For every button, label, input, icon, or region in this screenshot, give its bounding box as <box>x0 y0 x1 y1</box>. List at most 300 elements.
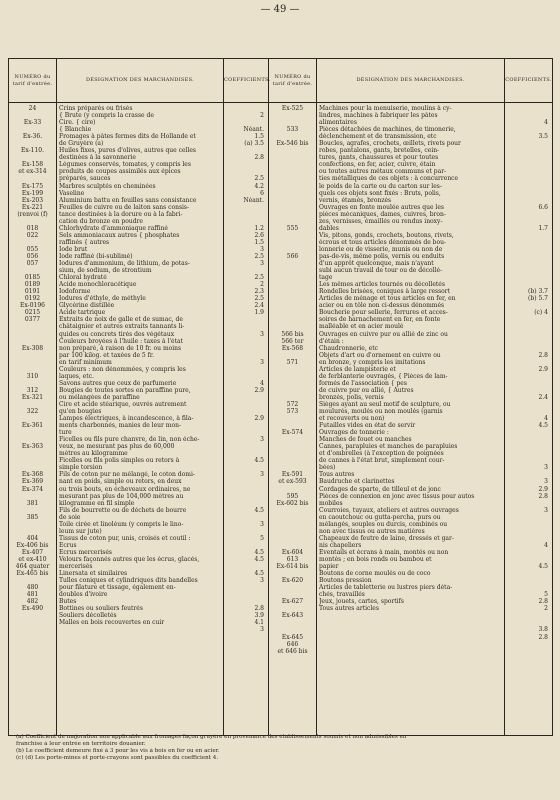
right-coefficient-line <box>507 323 548 330</box>
left-coefficient-line <box>226 267 264 274</box>
right-designation-line: lindres, machines à fabriquer les pâtes <box>319 112 438 120</box>
right-code-line <box>271 309 314 316</box>
left-designation-line: Glycérine distillée <box>59 302 115 310</box>
left-coefficient-line: 2.4 <box>254 302 264 310</box>
table-header-row <box>9 59 553 103</box>
left-designation-line: Iodures d'ammonium, de lithium, de potas- <box>59 260 190 268</box>
left-code-line: 0189 <box>24 281 41 289</box>
right-coefficient-line <box>507 471 548 478</box>
left-designation-line: Crins préparés ou frisés <box>59 105 133 112</box>
left-designation-line: Couleurs : non dénommées, y compris les <box>59 365 186 373</box>
right-designation-line: zes, vernisses, émaillés ou rendus inoxy- <box>319 217 443 225</box>
header-designation-left: DÉSIGNATION DES MARCHANDISES. <box>57 59 224 103</box>
left-code-line: Ex-465 bis <box>16 570 49 578</box>
right-coefficient-line <box>507 175 548 182</box>
left-coefficient-line <box>226 119 264 126</box>
left-code-line <box>11 352 54 359</box>
right-designation-line: Pièces de connexion en jonc avec tissus pour autos <box>319 492 475 500</box>
left-designation-line: Velours façonnés autres que les écrus, glacés, <box>59 556 200 563</box>
left-coefficient-line <box>226 486 264 493</box>
left-designation-line: tance destinées à la dorure ou à la fabri- <box>59 210 183 218</box>
left-designation-line: Bougies de toutes sortes en paraffine pure, <box>59 386 191 394</box>
left-code-line <box>11 401 54 408</box>
left-designation-line: pour filature et tissage, également en- <box>59 584 176 592</box>
left-code-line: Ex-374 <box>21 485 44 493</box>
right-coefficient-line <box>507 429 548 436</box>
right-coefficient-line: 4 <box>544 541 548 549</box>
right-designation-line: subi aucun travail de tour ou de décollé- <box>319 267 443 275</box>
left-designation-line: Butes <box>59 598 77 606</box>
right-coefficient-line <box>507 619 548 626</box>
header-designation-right: DÉSIGNATION DES MARCHANDISES. <box>317 59 505 103</box>
right-code-line <box>271 323 314 330</box>
right-designation-line: Boutons pression <box>319 577 372 585</box>
right-designation-line: mélangés, souples ou durcis, combinés ou <box>319 520 448 528</box>
right-designation-line: Vis, pitons, gonds, crochets, boutons, rivets, <box>319 231 454 239</box>
left-designation-line: Aluminium battu en feuilles sans consistance <box>59 196 197 204</box>
left-designation-line: Chlorhydrate d'ammoniaque raffiné <box>59 224 168 232</box>
left-designation-line: doubles d'ivoire <box>59 591 108 599</box>
right-designation-line: mobiles <box>319 499 343 507</box>
right-code-line: Ex-620 <box>281 577 304 585</box>
left-designation-line: Extraits de noix de galle et de sumac, de <box>59 316 183 324</box>
table-body-row <box>9 103 553 736</box>
left-code-line <box>11 415 54 422</box>
left-coefficient-line <box>226 345 264 352</box>
left-designation-line: destinées à la savonnerie <box>59 154 136 162</box>
right-code-line <box>271 288 314 295</box>
right-code-line: Ex-525 <box>281 105 304 112</box>
right-coefficient-line <box>507 443 548 450</box>
right-coefficient-line <box>507 197 548 204</box>
left-code-line: 0192 <box>24 295 41 303</box>
left-coefficient-line <box>226 450 264 457</box>
left-code-line: Ex-199 <box>21 189 44 197</box>
left-designation-line: raffinés { autres <box>59 238 110 246</box>
right-coefficient-line: 3.5 <box>538 133 548 141</box>
right-code-line: 566 <box>286 252 299 260</box>
left-code-line <box>11 528 54 535</box>
right-code-line <box>271 267 314 274</box>
right-code-line: 566 ter <box>281 337 304 345</box>
right-code-line: 533 <box>286 126 299 134</box>
left-designation-line: Linersata et similaires <box>59 570 128 578</box>
right-code-line: 613 <box>286 556 299 563</box>
left-designation-line: Sels ammoniacaux autres { phosphates <box>59 231 180 239</box>
right-designation-line: Manches de fouet ou manches <box>319 436 412 444</box>
left-coefficient-line: 2.5 <box>254 175 264 183</box>
right-designation-line: Courroies, tuyaux, ateliers et autres ouvrages <box>319 506 459 514</box>
right-code-line <box>271 260 314 267</box>
left-code-line: 480 <box>26 584 39 592</box>
left-designation-line: Lampes électriques, à incandescence, à fila- <box>59 415 194 423</box>
right-coefficient-line <box>507 281 548 288</box>
left-code-line <box>11 577 54 584</box>
left-coefficient-line: 3 <box>260 260 264 268</box>
right-code-line: Ex-645 <box>281 633 304 641</box>
right-codes-column <box>269 103 317 736</box>
right-code-line <box>271 394 314 401</box>
left-designation-line: Écrus <box>59 541 77 549</box>
right-coefficient-line: 1.7 <box>538 224 548 232</box>
right-code-line: 573 <box>286 408 299 416</box>
left-code-line: 0377 <box>24 316 41 324</box>
right-coefficient-line: 2.8 <box>538 633 548 641</box>
left-designation-line: préparés, sauces <box>59 175 111 183</box>
right-coefficient-line <box>507 126 548 133</box>
left-designation-line: de Gruyère (a) <box>59 140 104 148</box>
right-designation-line: et d'ombrelles (à l'exception de poignées <box>319 450 444 458</box>
right-designation-line: déclenchement et de transmission, etc <box>319 133 437 141</box>
right-code-line <box>271 605 314 612</box>
left-coefficient-line: 3 <box>260 626 264 634</box>
left-code-line <box>11 323 54 330</box>
left-coefficient-line <box>226 323 264 330</box>
left-coefficient-line <box>226 493 264 500</box>
right-coefficient-line: 2 <box>544 605 548 613</box>
left-code-line: 312 <box>26 386 39 394</box>
right-code-line <box>271 183 314 190</box>
left-designation-line: en tarif minimum <box>59 358 112 366</box>
left-designation-line: non préparé, à raison de 10 fr. ou moins <box>59 344 182 352</box>
right-code-line <box>271 422 314 429</box>
left-coefficient-line <box>226 591 264 598</box>
left-coefficient-line <box>226 352 264 359</box>
left-designation-line: Vaseline <box>59 189 85 197</box>
right-coefficient-line <box>507 641 548 648</box>
left-coefficient-line: 2.5 <box>254 274 264 282</box>
left-codes-column <box>9 103 57 736</box>
right-coefficient-line: 3 <box>544 464 548 472</box>
right-designation-line: d'un apprêt quelconque, mais n'ayant <box>319 260 434 268</box>
right-designation-line: Boutons de corne moulés ou de coco <box>319 570 431 578</box>
right-designation-line: robes, pantalons, gants, bretelles, cein- <box>319 147 440 155</box>
right-code-line <box>271 161 314 168</box>
right-code-line <box>271 514 314 521</box>
right-coefficient-line: 5 <box>544 591 548 599</box>
right-coefficient-line <box>507 316 548 323</box>
left-code-line: et ex-314 <box>18 168 47 176</box>
right-designation-line: montés ; en bois ronds ou bambou et <box>319 556 432 563</box>
footnote-line: (c) (d) Les porte-mines et porte-crayons sont passibles du coefficient 4. <box>16 755 219 762</box>
right-code-line <box>271 218 314 225</box>
left-coefficient-line: 1.9 <box>254 309 264 317</box>
left-coefficient-line: 3 <box>260 471 264 479</box>
left-coefficient-line: 4.5 <box>254 506 264 514</box>
right-designation-line: Baudruche et clarinettes <box>319 478 395 486</box>
left-coefficient-line: 1.2 <box>254 224 264 232</box>
right-coefficient-line <box>507 246 548 253</box>
left-designation-line: produits de coupes assimilés aux épices <box>59 168 181 176</box>
right-coefficient-line <box>507 373 548 380</box>
right-coefficient-line <box>507 147 548 154</box>
left-coefficient-line: 4.2 <box>254 182 264 190</box>
left-code-line <box>11 112 54 119</box>
left-designation-line: châtaignier et autres extraits tannants li- <box>59 323 185 331</box>
left-code-line: Ex-203 <box>21 196 44 204</box>
left-designation-line: cation du bronze en poudre <box>59 217 143 225</box>
header-coefficients-right: COEFFICIENTS. <box>505 59 553 103</box>
right-coefficient-line <box>507 211 548 218</box>
left-coefficient-line <box>226 211 264 218</box>
right-designation-line: Chaudronnerie, etc <box>319 344 378 352</box>
left-designation-line: Fils de bourrette ou de déchets de bourre <box>59 506 187 514</box>
left-code-line: 018 <box>26 224 39 232</box>
left-designation-line: ou trois bouts, en écheveaux ordinaires, ne <box>59 485 191 493</box>
left-coefficient-line: 4.5 <box>254 548 264 556</box>
left-code-line: Ex-308 <box>21 344 44 352</box>
right-code-line <box>271 542 314 549</box>
left-designation-line: Ficelles ou fils polis simples ou retors à <box>59 457 180 465</box>
left-code-line <box>11 218 54 225</box>
right-coefficient-line <box>507 577 548 584</box>
right-code-line <box>271 591 314 598</box>
right-coefficient-line <box>507 253 548 260</box>
right-coefficient-line: (b) 3.7 <box>528 288 548 296</box>
right-designation-line: en bronze, y compris les imitations <box>319 358 426 366</box>
left-code-line <box>11 436 54 443</box>
left-code-line: Ex-0196 <box>20 302 45 310</box>
left-code-line: 24 <box>28 105 37 112</box>
right-code-line <box>271 655 314 662</box>
header-numero-right <box>269 59 317 103</box>
right-designation-line: Rondelles brisées, coniques à large ressort <box>319 288 451 296</box>
left-code-line <box>11 239 54 246</box>
left-designation-line: Fils de coton pur ne mélangé, le coton domi- <box>59 471 195 479</box>
left-coefficient-line: 3 <box>260 330 264 338</box>
left-coefficient-line: 3 <box>260 520 264 528</box>
left-designation-line: qu'en bougies <box>59 408 102 416</box>
right-code-line <box>271 190 314 197</box>
left-coefficient-line <box>226 401 264 408</box>
right-code-line: Ex-602 bis <box>276 499 309 507</box>
right-designation-line: Futailles vides en état de servir <box>319 422 416 430</box>
right-code-line <box>271 584 314 591</box>
right-code-line <box>271 380 314 387</box>
footnote-line: (a) Coefficient de majoration non applicable aux fromages façon gruyère en provenance des établissements soumis et non admissibles en <box>16 734 407 740</box>
left-code-line: (renvoi (f) <box>17 210 48 218</box>
left-code-line: Ex-158 <box>21 161 44 169</box>
left-coefficient-line: 5 <box>260 534 264 542</box>
right-code-line <box>271 366 314 373</box>
left-code-line: Ex-33 <box>23 119 42 127</box>
right-coefficient-line <box>507 535 548 542</box>
left-coefficient-line <box>226 204 264 211</box>
left-code-line: 310 <box>26 372 39 380</box>
right-code-line <box>271 443 314 450</box>
right-coefficient-line <box>507 140 548 147</box>
left-designation-line: Chloral hydraté <box>59 274 107 282</box>
right-designation-line: acier ou en tôle non ci-dessus dénommés <box>319 302 445 310</box>
left-designation-line: Fromages à pâtes fermes dits de Hollande et <box>59 133 196 141</box>
left-code-line: 057 <box>26 260 39 268</box>
left-designation-line: Feuilles de cuivre ou de laiton sans consis- <box>59 203 190 211</box>
left-code-line: 385 <box>26 513 39 521</box>
left-code-line <box>11 175 54 182</box>
left-coefficient-line: 3 <box>260 436 264 444</box>
left-designation-line: Souliers décolletés <box>59 612 117 620</box>
right-designation-line: Boucherie pour sellerie, ferrures et acces- <box>319 309 448 317</box>
right-designation-line: en caoutchouc ou gutta-percha, purs ou <box>319 513 441 521</box>
right-coefficient-line <box>507 500 548 507</box>
right-designation-line: alimentaires <box>319 119 357 127</box>
right-code-line: 595 <box>286 492 299 500</box>
right-coefficient-line: 2.8 <box>538 351 548 359</box>
right-code-line <box>271 154 314 161</box>
right-code-line <box>271 464 314 471</box>
left-designation-line: Légumes conservés, tomates, y compris les <box>59 161 191 169</box>
left-coefficient-line: 2.8 <box>254 154 264 162</box>
right-coefficient-line: (b) 5.7 <box>528 295 548 303</box>
right-coefficient-line <box>507 612 548 619</box>
left-coefficient-line <box>226 443 264 450</box>
right-code-line <box>271 295 314 302</box>
left-designation-line: mercerisés <box>59 563 93 571</box>
left-coefficient-line: 4.5 <box>254 556 264 563</box>
right-code-line: Ex-591 <box>281 471 304 479</box>
right-code-line <box>271 119 314 126</box>
left-designation-line: Acide monochloracétique <box>59 281 137 289</box>
right-designation-line: quels ces objets sont fixés : Bruts, polis, <box>319 189 441 197</box>
right-coefficient-line <box>507 401 548 408</box>
right-code-line <box>271 281 314 288</box>
right-code-line <box>271 239 314 246</box>
right-coefficient-line <box>507 521 548 528</box>
right-coefficient-line <box>507 267 548 274</box>
right-designation-line: Éventails et écrans à main, montés ou non <box>319 548 449 556</box>
right-designation-line: écrous et tous articles dénommés de bou- <box>319 238 447 246</box>
right-code-line: 646 <box>286 640 299 648</box>
left-code-line <box>11 366 54 373</box>
right-designation-line: lonnerie ou de visserie, munis ou non de <box>319 245 443 253</box>
left-coefficients-column <box>224 103 269 736</box>
right-code-line <box>271 570 314 577</box>
right-code-line <box>271 175 314 182</box>
left-coefficient-line: 3 <box>260 358 264 366</box>
right-coefficient-line: 2.9 <box>538 365 548 373</box>
left-designation-line: sium, de sodium, de strontium <box>59 267 152 275</box>
left-designation-line: Écrus mercerisés <box>59 548 112 556</box>
right-designation-line: Tous autres <box>319 471 355 479</box>
left-coefficient-line: 4.5 <box>254 457 264 465</box>
left-designation-line: Ficelles ou fils pure chanvre, de lin, non éche- <box>59 436 200 444</box>
left-designation-line: nant en poids, simple ou retors, en deux <box>59 478 182 486</box>
left-code-line <box>11 126 54 133</box>
left-code-line: 056 <box>26 252 39 260</box>
left-code-line: 022 <box>26 231 39 239</box>
left-coefficient-line: 2.6 <box>254 231 264 239</box>
right-coefficient-line <box>507 302 548 309</box>
left-coefficient-line <box>226 316 264 323</box>
right-designations-column <box>317 103 505 736</box>
left-coefficient-line: Néant. <box>243 126 264 134</box>
left-designation-line: mesurant pas plus de 104,000 mètres au <box>59 492 184 500</box>
right-coefficient-line <box>507 345 548 352</box>
right-code-line <box>271 528 314 535</box>
right-designation-line: le poids de la carte ou du carton sur les- <box>319 182 442 190</box>
right-coefficient-line <box>507 190 548 197</box>
left-coefficient-line <box>226 563 264 570</box>
right-coefficient-line <box>507 549 548 556</box>
left-coefficient-line <box>226 514 264 521</box>
left-coefficient-line: 2.3 <box>254 288 264 296</box>
header-coefficients-left: COEFFICIENTS. <box>224 59 269 103</box>
left-code-line <box>11 429 54 436</box>
right-designation-line: Articles de tabletterie ou lustres piers déta- <box>319 584 453 592</box>
right-coefficients-column <box>505 103 553 736</box>
left-coefficient-line <box>226 584 264 591</box>
left-coefficient-line: 4 <box>260 379 264 387</box>
right-coefficient-line <box>507 154 548 161</box>
right-designation-line: de cuivre pur ou allié, { Autres <box>319 386 414 394</box>
right-code-line <box>271 147 314 154</box>
left-code-line <box>11 521 54 528</box>
right-code-line <box>271 373 314 380</box>
right-designation-line: papier <box>319 563 339 571</box>
right-designation-line: Ouvrages en fonte moulée autres que les <box>319 203 444 211</box>
left-coefficient-line: 2 <box>260 112 264 120</box>
left-designation-line: Toile cirée et linoléum (y compris le lino- <box>59 520 184 528</box>
right-designation-line: malléable et en acier moulé <box>319 323 404 331</box>
left-designation-line: mètres au kilogramme <box>59 450 128 458</box>
right-coefficient-line: 4.5 <box>538 563 548 571</box>
left-designation-line: Tulles coniques et cylindriques dits bandelles <box>59 577 198 585</box>
right-coefficient-line: 3 <box>544 478 548 486</box>
left-code-line <box>11 154 54 161</box>
left-coefficient-line: 3.9 <box>254 612 264 620</box>
right-coefficient-line <box>507 408 548 415</box>
right-code-line: et 646 bis <box>277 647 308 655</box>
right-coefficient-line <box>507 260 548 267</box>
left-code-line: 482 <box>26 598 39 606</box>
left-designation-line: leum sur jute) <box>59 527 102 535</box>
left-designation-line: de soie <box>59 513 81 521</box>
left-coefficient-line: Néant. <box>243 196 264 204</box>
right-code-line <box>271 302 314 309</box>
left-coefficient-line <box>226 161 264 168</box>
left-code-line: 464 quater <box>15 563 50 571</box>
right-coefficient-line <box>507 450 548 457</box>
right-coefficient-line: 2.9 <box>538 485 548 493</box>
left-designation-line: Couleurs broyées à l'huile : taxes à l'état <box>59 337 183 345</box>
right-code-line <box>271 112 314 119</box>
left-coefficient-line: 2 <box>260 281 264 289</box>
right-code-line <box>271 387 314 394</box>
left-code-line: Ex-110. <box>20 147 45 155</box>
right-code-line <box>271 486 314 493</box>
left-designation-line: { Brute (y compris la crasse de <box>59 112 154 120</box>
header-numero-left <box>9 59 57 103</box>
right-coefficient-line <box>507 168 548 175</box>
right-coefficient-line: 4 <box>544 119 548 127</box>
left-designation-line: Savons autres que ceux de parfumerie <box>59 379 177 387</box>
right-code-line <box>271 197 314 204</box>
left-coefficient-line <box>226 422 264 429</box>
right-coefficient-line: 2.8 <box>538 598 548 606</box>
right-coefficient-line <box>507 436 548 443</box>
right-code-line: et ex-593 <box>278 478 307 486</box>
right-designation-line: confections, en fer, acier, cuivre, étain <box>319 161 436 169</box>
left-code-line: Ex-369 <box>21 478 44 486</box>
left-code-line <box>11 359 54 366</box>
left-designation-line: Cire. { cire) <box>59 119 96 127</box>
page-number: — 49 — <box>260 4 300 15</box>
left-code-line: 0191 <box>24 288 41 296</box>
left-code-line <box>11 140 54 147</box>
left-code-line <box>11 464 54 471</box>
left-code-line <box>11 338 54 345</box>
right-designation-line: Pièces détachées de machines, de timonerie, <box>319 126 456 134</box>
